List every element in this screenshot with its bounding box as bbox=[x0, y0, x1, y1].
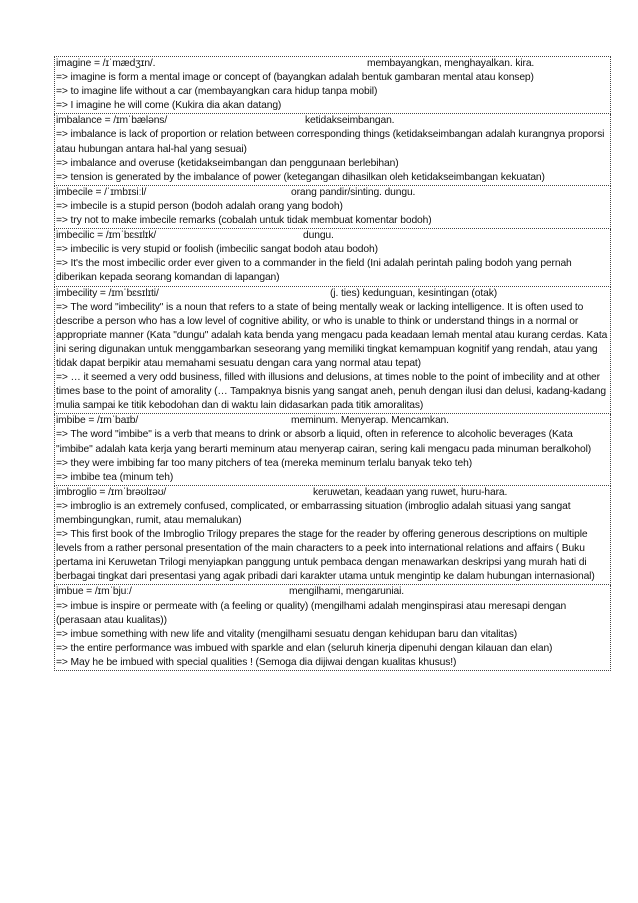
glossary-table bbox=[54, 56, 611, 671]
example-line: => to imagine life without a car (membayangkan cara hidup tanpa mobil) bbox=[56, 86, 378, 98]
headword-pronunciation: imbalance = /ɪmˈbæləns/ bbox=[56, 115, 168, 127]
entry-imbecilic bbox=[54, 229, 611, 286]
example-line: => The word "imbecility" is a noun that refers to a state of being mentally weak or lacking intelligence. It is often used to describe a person who has a low level of cognitive ability, or who is unable to think or understand things in a normal or appropriate manner (Kata "dungu" adalah kata benda yang mengacu pada keadaan lemah mental atau kurang cerdas. Kata ini sering digunakan untuk menggambarkan seseorang yang memiliki tingkat kemampuan kognitif yang rendah, atau yang tidak dapat berpikir atau memahami sesuatu dengan cara yang normal atau tepat) bbox=[56, 301, 608, 369]
entry-imbecility bbox=[54, 287, 611, 415]
example-line: => imbecilic is very stupid or foolish (imbecilic sangat bodoh atau bodoh) bbox=[56, 244, 378, 256]
example-line: => imbue something with new life and vitality (mengilhami sesuatu dengan kehidupan baru dan vitalitas) bbox=[56, 628, 518, 640]
headword-gloss: orang pandir/sinting. dungu. bbox=[291, 186, 416, 198]
example-line: => … it seemed a very odd business, filled with illusions and delusions, at times noble to the point of imbecility and at other times base to the point of amorality (… Tampaknya bisnis yang sangat aneh, penuh dengan ilusi dan delusi, kadang-kadang mulia sampai ke titik kebodohan dan di waktu lain didasarkan pada titik amoralitas) bbox=[56, 372, 606, 412]
example-line: => they were imbibing far too many pitchers of tea (mereka meminum terlalu banyak teko teh) bbox=[56, 457, 473, 469]
headword-row bbox=[55, 486, 610, 500]
headword-pronunciation: imbroglio = /ɪmˈbrəʊlɪəʊ/ bbox=[56, 486, 167, 498]
example-line: => imbroglio is an extremely confused, complicated, or embarrassing situation (imbroglio adalah situasi yang sangat membingungkan, rumit, atau memalukan) bbox=[56, 500, 571, 526]
headword-gloss: dungu. bbox=[303, 230, 334, 242]
headword-pronunciation: imbecilic = /ɪmˈbɛsɪlɪk/ bbox=[56, 230, 157, 242]
headword-row bbox=[55, 414, 610, 428]
example-line: => I imagine he will come (Kukira dia akan datang) bbox=[56, 100, 282, 112]
headword-gloss: mengilhami, mengaruniai. bbox=[289, 586, 405, 598]
example-line: => imbalance is lack of proportion or relation between corresponding things (ketidakseimbangan adalah kurangnya proporsi atau hubungan antara hal-hal yang sesuai) bbox=[56, 129, 605, 155]
headword-gloss: (j. ties) kedunguan, kesintingan (otak) bbox=[330, 287, 498, 299]
headword-row bbox=[55, 57, 610, 71]
entry-imbue bbox=[54, 585, 611, 671]
headword-row bbox=[55, 186, 610, 200]
example-line: => imbecile is a stupid person (bodoh adalah orang yang bodoh) bbox=[56, 200, 343, 212]
example-line: => It's the most imbecilic order ever given to a commander in the field (Ini adalah perintah paling bodoh yang pernah diberikan kepada seorang komandan di lapangan) bbox=[56, 258, 572, 284]
example-line: => try not to make imbecile remarks (cobalah untuk tidak membuat komentar bodoh) bbox=[56, 215, 432, 227]
entry-imbecile bbox=[54, 186, 611, 229]
example-line: => The word "imbibe" is a verb that means to drink or absorb a liquid, often in reference to alcoholic beverages (Kata "imbibe" adalah kata kerja yang berarti meminum atau menyerap cairan, sering kali mengacu pada minuman beralkohol) bbox=[56, 429, 592, 455]
example-line: => the entire performance was imbued with sparkle and elan (seluruh kinerja dipenuhi dengan kilauan dan elan) bbox=[56, 642, 553, 654]
example-line: => May he be imbued with special qualities ! (Semoga dia dijiwai dengan kualitas khusus!) bbox=[56, 656, 457, 668]
headword-row bbox=[55, 229, 610, 243]
headword-row bbox=[55, 114, 610, 128]
entry-imbroglio bbox=[54, 486, 611, 586]
headword-row bbox=[55, 287, 610, 301]
entry-imbibe bbox=[54, 414, 611, 485]
headword-row bbox=[55, 585, 610, 599]
example-line: => imbue is inspire or permeate with (a feeling or quality) (mengilhami adalah menginspirasi atau meresapi dengan (perasaan atau kualitas)) bbox=[56, 600, 567, 626]
entry-imagine bbox=[54, 56, 611, 114]
headword-gloss: ketidakseimbangan. bbox=[305, 115, 395, 127]
headword-gloss: meminum. Menyerap. Mencamkan. bbox=[291, 415, 449, 427]
example-line: => imagine is form a mental image or concept of (bayangkan adalah bentuk gambaran mental atau konsep) bbox=[56, 72, 534, 84]
headword-pronunciation: imbecile = /ˈɪmbɪsiːl/ bbox=[56, 186, 147, 198]
headword-gloss: membayangkan, menghayalkan. kira. bbox=[367, 58, 535, 69]
headword-pronunciation: imagine = /ɪˈmædʒɪn/. bbox=[56, 58, 156, 69]
headword-pronunciation: imbecility = /ɪmˈbɛsɪlɪti/ bbox=[56, 287, 159, 299]
headword-pronunciation: imbue = /ɪmˈbjuː/ bbox=[56, 586, 132, 598]
entry-imbalance bbox=[54, 114, 611, 185]
headword-gloss: keruwetan, keadaan yang ruwet, huru-hara. bbox=[313, 486, 508, 498]
headword-pronunciation: imbibe = /ɪmˈbaɪb/ bbox=[56, 415, 139, 427]
example-line: => tension is generated by the imbalance of power (ketegangan dihasilkan oleh ketidakseimbangan kekuatan) bbox=[56, 171, 545, 183]
example-line: => imbalance and overuse (ketidakseimbangan dan penggunaan berlebihan) bbox=[56, 157, 399, 169]
example-line: => This first book of the Imbroglio Trilogy prepares the stage for the reader by offering generous descriptions on multiple levels from a rather personal presentation of the main characters to a peek into international relations and affairs ( Buku pertama ini Keruwetan Trilogi menyiapkan panggung untuk pembaca dengan menawarkan deskripsi yang murah hati di berbagai tingkat dari presentasi yang agak pribadi dari karakter utama untuk mengintip ke dalam hubungan internasional) bbox=[56, 529, 595, 583]
example-line: => imbibe tea (minum teh) bbox=[56, 471, 174, 483]
